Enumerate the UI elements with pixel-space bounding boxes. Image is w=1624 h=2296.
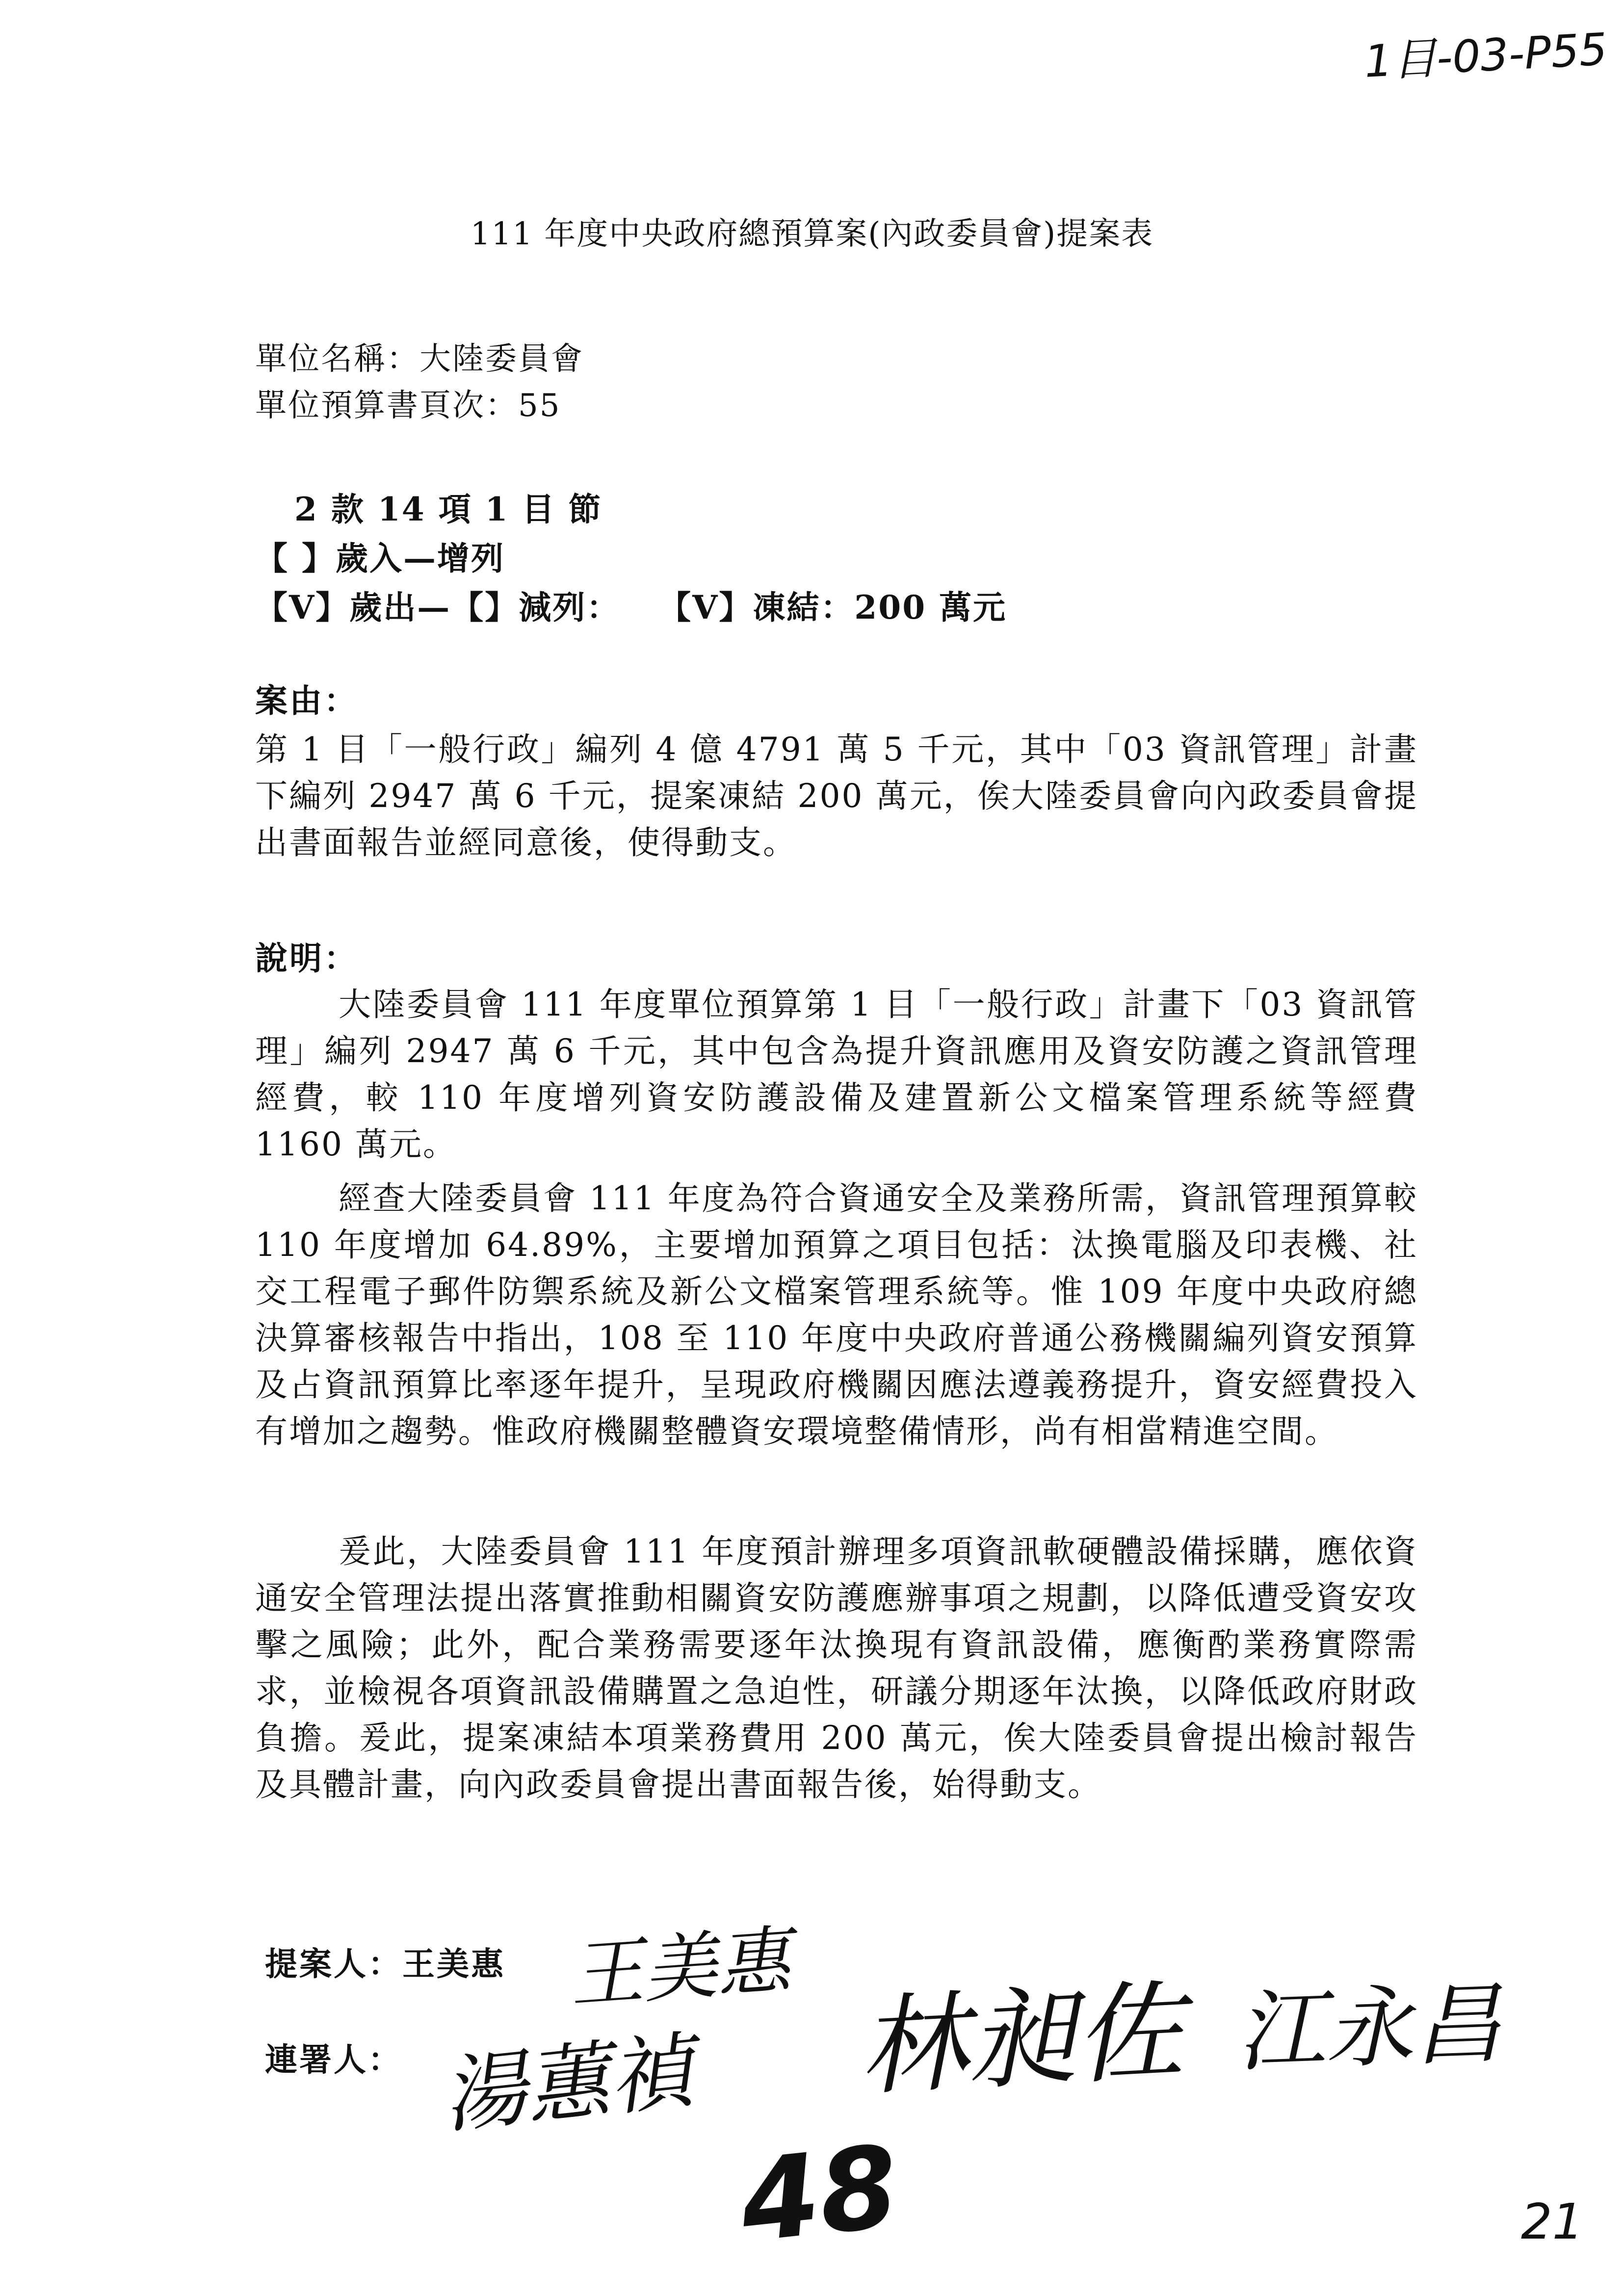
case-heading: 案由： <box>255 681 358 720</box>
cosigner-signature-3: 江永昌 <box>1235 1972 1504 2085</box>
unit-name: 單位名稱：大陸委員會 <box>255 341 584 377</box>
expenditure-freeze-line: 【V】歲出—【】減列： 【V】凍結：200 萬元 <box>255 588 1007 626</box>
explanation-paragraph-1: 大陸委員會 111 年度單位預算第 1 目「一般行政」計畫下「03 資訊管理」編列 2947 萬 6 千元，其中包含為提升資訊應用及資安防護之資訊管理經費，較 110 年度增列資安防護設備及建置新公文檔案管理系統等經費 1160 萬元。 <box>255 986 1418 1163</box>
explanation-paragraph-3: 爰此，大陸委員會 111 年度預計辦理多項資訊軟硬體設備採購，應依資通安全管理法提出落實推動相關資安防護應辦事項之規劃，以降低遭受資安攻擊之風險；此外，配合業務需要逐年汰換現有資訊設備，應衡酌業務實際需求，並檢視各項資訊設備購置之急迫性，研議分期逐年汰換，以降低政府財政負擔。爰此，提案凍結本項業務費用 200 萬元，俟大陸委員會提出檢討報告及具體計畫，向內政委員會提出書面報告後，始得動支。 <box>255 1533 1418 1803</box>
explanation-paragraph-2: 經查大陸委員會 111 年度為符合資通安全及業務所需，資訊管理預算較 110 年度增加 64.89%，主要增加預算之項目包括：汰換電腦及印表機、社交工程電子郵件防禦系統及新公文檔案管理系統等。惟 109 年度中央政府總決算審核報告中指出，108 至 110 年度中央政府普通公務機關編列資安預算及占資訊預算比率逐年提升，呈現政府機關因應法遵義務提升，資安經費投入有增加之趨勢。惟政府機關整體資安環境整備情形，尚有相當精進空間。 <box>255 1179 1418 1450</box>
unit-page-number: 單位預算書頁次：55 <box>255 388 561 424</box>
proposer-signature: 王美惠 <box>567 1918 793 2019</box>
explanation-heading: 說明： <box>255 939 358 977</box>
handwritten-reference: 1目-03-P55 <box>1363 24 1609 88</box>
cosigner-signature-1: 湯蕙禎 <box>438 2022 697 2146</box>
budget-code-line: 2 款 14 項 1 目 節 <box>294 490 602 528</box>
page-number: 48 <box>734 2121 905 2268</box>
page-title: 111 年度中央政府總預算案(內政委員會)提案表 <box>470 216 1154 252</box>
corner-mark: 21 <box>1521 2193 1584 2250</box>
cosigner-signature-2: 林昶佐 <box>856 1968 1186 2111</box>
revenue-line: 【 】歲入—增列 <box>255 539 505 577</box>
proposer-label: 提案人：王美惠 <box>265 1945 505 1983</box>
cosigner-label: 連署人： <box>265 2040 402 2079</box>
case-text: 第 1 目「一般行政」編列 4 億 4791 萬 5 千元，其中「03 資訊管理」計畫下編列 2947 萬 6 千元，提案凍結 200 萬元，俟大陸委員會向內政委員會提出書面報告並經同意後，使得動支。 <box>255 731 1418 861</box>
